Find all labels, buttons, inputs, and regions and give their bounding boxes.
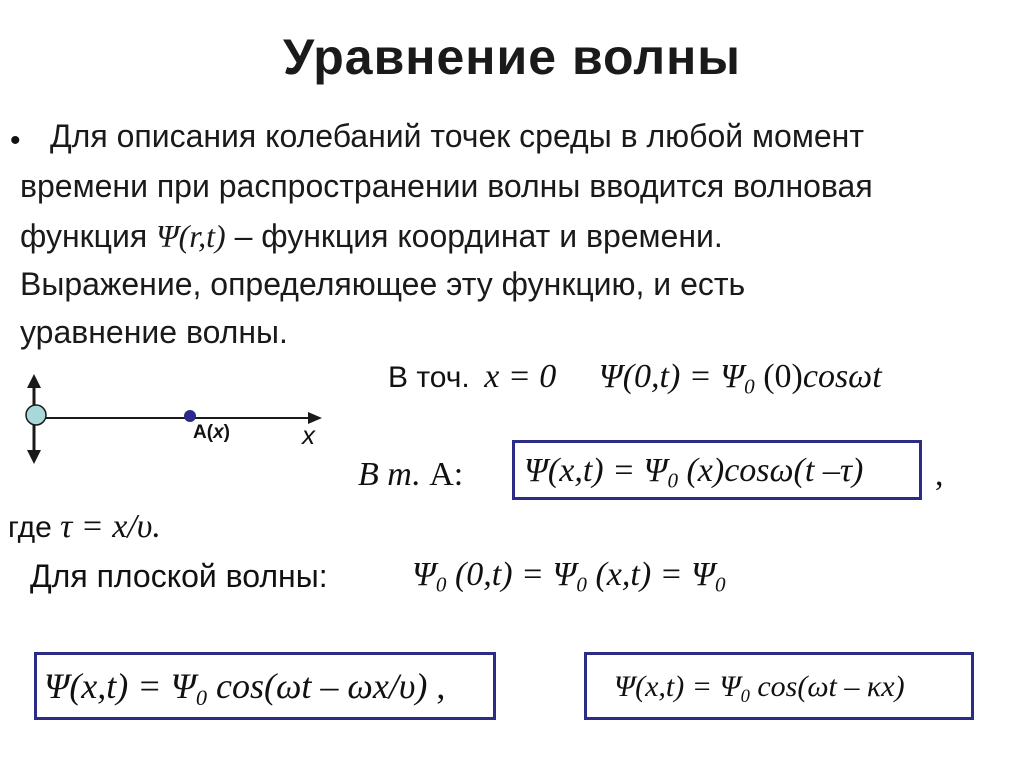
wave-function-symbol: Ψ(r,t) — [156, 218, 226, 254]
paragraph-line-3-prefix: функция — [20, 218, 157, 254]
point-a-label-text: В т. А: — [358, 456, 464, 493]
point-a-label: A(x) — [193, 422, 230, 443]
point-a-formula: $\Psi(x,t) = \Psi_0$ (x)cosω(t –τ) — [524, 452, 864, 493]
plane-wave-formula-1: $\Psi(x,t) = \Psi_0$ cos(ωt – ωx/υ) , — [44, 666, 446, 711]
source-particle-circle — [26, 405, 46, 425]
paragraph-line-3 — [20, 218, 723, 255]
point-origin-formula: $\Psi(0,t) = \Psi_0$ (0)cosωt — [598, 358, 882, 399]
paragraph-line-5: уравнение волны. — [20, 314, 288, 350]
point-a-marker — [184, 410, 196, 422]
paragraph-line-4: Выражение, определяющее эту функцию, и есть — [20, 266, 746, 302]
wave-axis-diagram — [10, 370, 350, 470]
paragraph-line-1: Для описания колебаний точек среды в любой момент — [50, 118, 864, 154]
plane-wave-label: Для плоской волны: — [30, 558, 328, 594]
paragraph-line-3-suffix: – функция координат и времени. — [225, 218, 723, 254]
point-origin-equation — [388, 358, 882, 400]
slide-title: Уравнение волны — [283, 29, 741, 85]
oscillation-arrow-up — [27, 374, 41, 388]
tau-definition: где τ = x/υ. — [8, 508, 161, 545]
point-a-comma: , — [935, 456, 944, 493]
bullet-marker: • — [10, 124, 21, 157]
plane-wave-formula-2: $\Psi(x,t) = \Psi_0$ cos(ωt – κx) — [614, 670, 905, 707]
paragraph-line-2: времени при распространении волны вводится волновая — [20, 168, 873, 204]
plane-wave-amplitude-formula: $\Psi_0$ $(0,t) = \Psi_0$ $(x,t) = \Psi_0$ — [412, 556, 726, 597]
x-axis-label: x — [302, 420, 315, 450]
oscillation-arrow-down — [27, 450, 41, 464]
point-origin-label: В точ. — [388, 361, 470, 394]
point-origin-condition: x = 0 — [484, 358, 557, 395]
